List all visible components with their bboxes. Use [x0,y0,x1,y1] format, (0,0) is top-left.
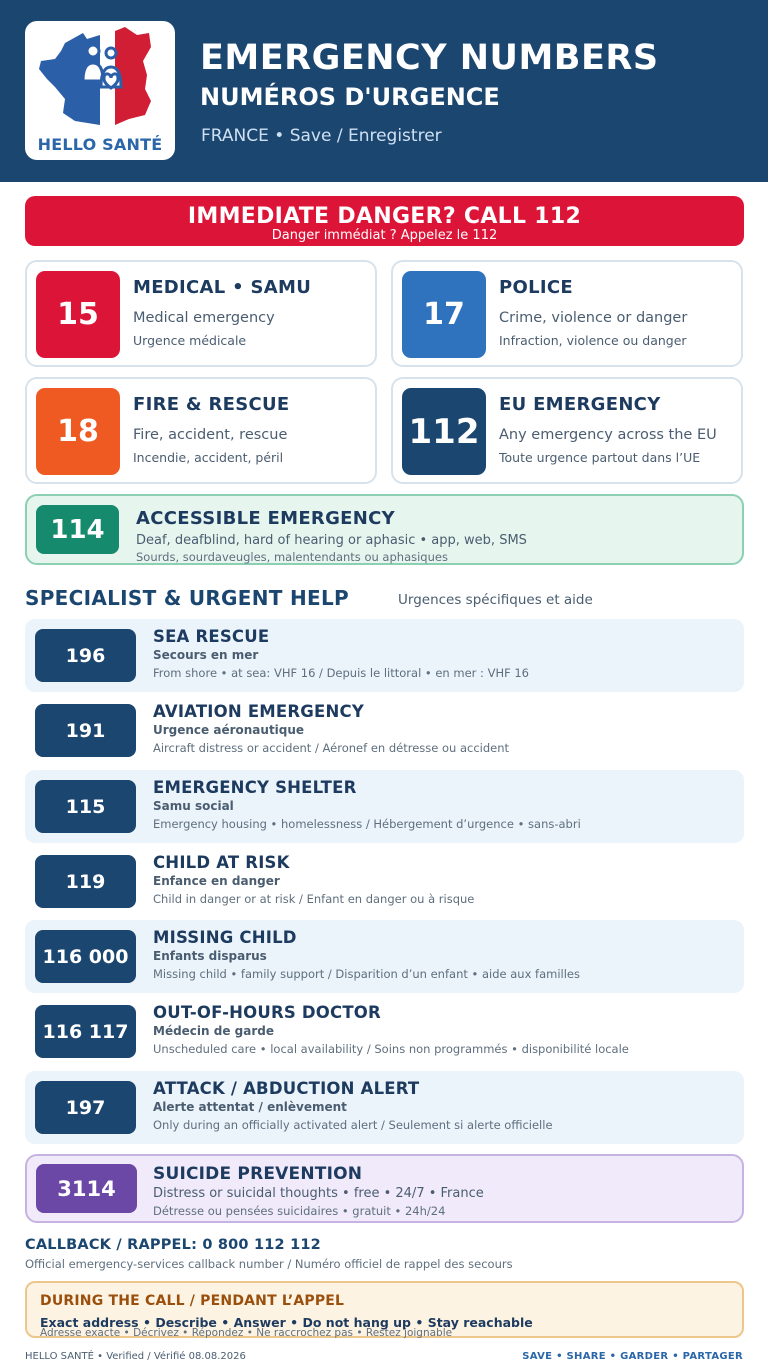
during-call-steps-fr: Adresse exacte • Décrivez • Répondez • Ne raccrochez pas • Restez joignable [40,1327,453,1339]
card-suicide-prevention[interactable] [25,1154,744,1223]
card-medical[interactable] [25,260,377,367]
card-description-en: Deaf, deafblind, hard of hearing or aphasic • app, web, SMS [136,533,527,548]
section-title: SPECIALIST & URGENT HELP [25,586,349,610]
callback-description: Official emergency-services callback number / Numéro officiel de rappel des secours [25,1257,513,1271]
during-call-steps-en: Exact address • Describe • Answer • Do not hang up • Stay reachable [40,1315,533,1330]
row-title: OUT-OF-HOURS DOCTOR [153,1003,381,1022]
logo [25,21,175,160]
card-description-en: Any emergency across the EU [499,427,717,443]
row-out-of-hours-doctor[interactable] [25,995,744,1068]
danger-banner[interactable] [25,196,744,246]
row-description: Child in danger or at risk / Enfant en danger ou à risque [153,892,475,906]
row-description: Unscheduled care • local availability / Soins non programmés • disponibilité locale [153,1042,629,1056]
number-badge[interactable]: 114 [36,505,119,554]
row-title: SEA RESCUE [153,627,270,646]
country-line: FRANCE • Save / Enregistrer [201,126,442,146]
row-title-fr: Médecin de garde [153,1024,274,1038]
card-description-en: Fire, accident, rescue [133,427,288,443]
row-title-fr: Enfants disparus [153,949,267,963]
callback-title[interactable]: CALLBACK / RAPPEL: 0 800 112 112 [25,1237,321,1253]
card-description-fr: Toute urgence partout dans l’UE [499,450,701,465]
card-description-fr: Sourds, sourdaveugles, malentendants ou aphasiques [136,550,448,564]
number-badge[interactable]: 196 [35,629,136,682]
danger-main-text: IMMEDIATE DANGER? CALL 112 [187,204,582,229]
card-description-en: Medical emergency [133,310,275,326]
card-title: ACCESSIBLE EMERGENCY [136,508,395,529]
number-badge[interactable]: 116 000 [35,930,136,983]
row-aviation-emergency[interactable] [25,694,744,767]
row-title-fr: Samu social [153,799,234,813]
page-subtitle: NUMÉROS D'URGENCE [200,83,500,111]
card-accessible-emergency[interactable] [25,494,744,565]
number-badge[interactable]: 119 [35,855,136,908]
during-call-title: DURING THE CALL / PENDANT L’APPEL [40,1293,345,1309]
logo-text: HELLO SANTÉ [37,135,163,154]
row-title: AVIATION EMERGENCY [153,702,364,721]
footer-verified: HELLO SANTÉ • Verified / Vérifié 08.08.2026 [25,1351,246,1362]
number-badge[interactable]: 116 117 [35,1005,136,1058]
row-title: EMERGENCY SHELTER [153,778,357,797]
card-fire[interactable] [25,377,377,484]
row-emergency-shelter[interactable] [25,770,744,843]
number-badge[interactable]: 18 [36,388,120,475]
during-call-box [25,1281,744,1338]
card-eu-emergency[interactable] [391,377,743,484]
row-child-at-risk[interactable] [25,845,744,918]
number-badge[interactable]: 115 [35,780,136,833]
row-title-fr: Secours en mer [153,648,259,662]
row-attack-alert[interactable] [25,1071,744,1144]
row-title: ATTACK / ABDUCTION ALERT [153,1079,420,1098]
number-badge[interactable]: 17 [402,271,486,358]
row-title-fr: Urgence aéronautique [153,723,305,737]
card-description-fr: Incendie, accident, péril [133,450,284,465]
card-title: MEDICAL • SAMU [133,277,312,298]
page-header [0,0,768,182]
page-title: EMERGENCY NUMBERS [200,38,659,78]
card-description-en: Distress or suicidal thoughts • free • 24/7 • France [153,1186,484,1201]
row-description: From shore • at sea: VHF 16 / Depuis le littoral • en mer : VHF 16 [153,666,529,680]
row-description: Emergency housing • homelessness / Hébergement d’urgence • sans-abri [153,817,581,831]
card-title: EU EMERGENCY [499,394,661,415]
card-description-en: Crime, violence or danger [499,310,688,326]
card-description-fr: Infraction, violence ou danger [499,333,687,348]
danger-sub-text: Danger immédiat ? Appelez le 112 [271,228,498,243]
row-title: MISSING CHILD [153,928,297,947]
row-description: Missing child • family support / Disparition d’un enfant • aide aux familles [153,967,580,981]
section-subtitle: Urgences spécifiques et aide [398,592,593,608]
row-sea-rescue[interactable] [25,619,744,692]
number-badge[interactable]: 112 [402,388,486,475]
row-missing-child[interactable] [25,920,744,993]
number-badge[interactable]: 15 [36,271,120,358]
card-description-fr: Urgence médicale [133,333,247,348]
number-badge[interactable]: 197 [35,1081,136,1134]
row-title-fr: Alerte attentat / enlèvement [153,1100,347,1114]
card-police[interactable] [391,260,743,367]
row-description: Aircraft distress or accident / Aéronef en détresse ou accident [153,741,510,755]
card-title: FIRE & RESCUE [133,394,290,415]
card-title: POLICE [499,277,573,298]
row-description: Only during an officially activated alert / Seulement si alerte officielle [153,1118,553,1132]
card-title: SUICIDE PREVENTION [153,1164,363,1184]
number-badge[interactable]: 191 [35,704,136,757]
number-badge[interactable]: 3114 [36,1164,137,1213]
row-title-fr: Enfance en danger [153,874,280,888]
row-title: CHILD AT RISK [153,853,290,872]
footer-share-actions[interactable]: SAVE • SHARE • GARDER • PARTAGER [522,1351,743,1362]
card-description-fr: Détresse ou pensées suicidaires • gratuit • 24h/24 [153,1204,446,1218]
